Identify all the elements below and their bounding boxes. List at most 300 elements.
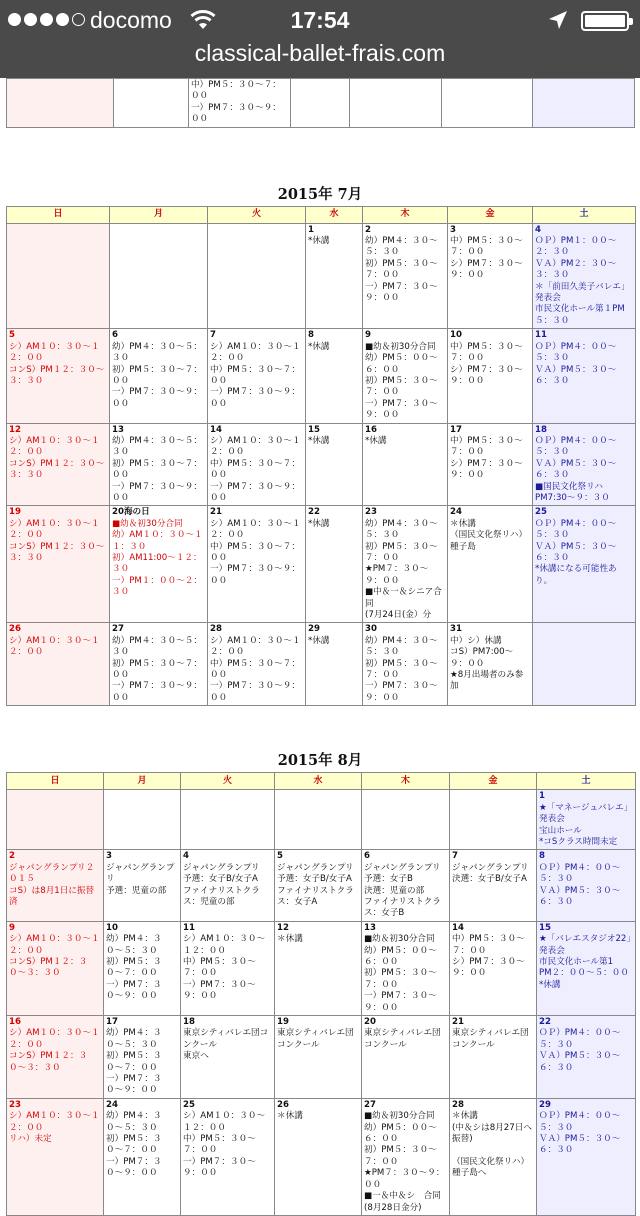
schedule-entry: (7月24日(金）分 xyxy=(365,610,432,621)
schedule-entry: *休講 xyxy=(308,341,330,352)
day-number: 1 xyxy=(308,224,314,235)
day-cell xyxy=(448,223,533,329)
day-number: 25 xyxy=(535,507,547,518)
schedule-entry: ★PM７：３０〜９：００ xyxy=(365,564,429,586)
day-number: 22 xyxy=(308,507,320,518)
day-cell xyxy=(181,1016,275,1099)
schedule-entry: 一）PM７：３０〜９：００ xyxy=(210,564,300,586)
schedule-entry: 一）PM７：３０〜９：００ xyxy=(112,387,202,409)
schedule-entry: *休講 xyxy=(365,435,387,446)
schedule-entry: ■中＆一＆シニア合同 xyxy=(365,587,442,609)
weekday-header: 日 xyxy=(7,206,110,223)
schedule-entry: 種子島 xyxy=(450,541,476,552)
day-cell xyxy=(110,423,208,506)
day-cell xyxy=(181,850,275,921)
day-number: 26 xyxy=(277,1099,289,1110)
schedule-entry: 幼）PM４：３０〜５：３０ xyxy=(112,435,202,458)
calendar-july xyxy=(6,206,636,707)
day-cell xyxy=(450,1098,537,1215)
day-number: 17 xyxy=(106,1017,118,1027)
month-title-august: 2015年 8月 xyxy=(277,752,363,770)
day-number: 31 xyxy=(450,624,462,635)
day-number: 16 xyxy=(365,424,377,435)
day-number: 18 xyxy=(535,424,547,435)
schedule-entry: 宝山ホール xyxy=(539,825,582,836)
schedule-entry: *休講 xyxy=(539,979,561,990)
schedule-entry: シ）AM１０：３０〜１２：００ xyxy=(210,341,301,364)
calendar-august xyxy=(6,772,636,1216)
schedule-entry: 東京シティバレエ団コンクール xyxy=(277,1028,354,1050)
schedule-entry: PM7:30〜９：３０ xyxy=(535,492,610,503)
schedule-entry: 初）PM５：３０〜７：００ xyxy=(112,458,202,481)
day-cell xyxy=(110,329,208,423)
day-number: 14 xyxy=(452,922,464,933)
day-cell xyxy=(306,223,363,329)
weekday-header: 土 xyxy=(533,206,636,223)
schedule-entry: 一）PM７：３０〜９：００ xyxy=(106,979,162,1002)
day-cell xyxy=(7,506,110,623)
schedule-entry: 市民文化ホール第１PM５：３０ xyxy=(535,304,625,326)
day-cell xyxy=(533,223,636,329)
schedule-entry: ■国民文化祭リハ xyxy=(535,481,604,492)
day-cell xyxy=(7,1098,104,1215)
schedule-entry: リハ）未定 xyxy=(9,1134,52,1145)
schedule-entry: 初）PM５：３０〜７：００ xyxy=(112,364,202,386)
day-cell xyxy=(7,921,104,1015)
day-cell xyxy=(104,1098,181,1215)
day-cell xyxy=(448,423,533,506)
day-cell xyxy=(7,850,104,921)
day-cell xyxy=(537,921,636,1015)
schedule-entry: ＶＡ）PM５：３０〜６：３０ xyxy=(539,885,621,907)
schedule-entry: 一）PM７：３０〜９：００ xyxy=(365,281,438,304)
schedule-entry: コンS）PM１２：３０〜３：３０ xyxy=(9,541,105,563)
schedule-entry: 幼）PM４：３０〜５：３０ xyxy=(365,635,438,658)
schedule-entry: シ）AM１０：３０〜１２：００ xyxy=(9,635,100,658)
schedule-entry: 初）PM５：３０〜７：００ xyxy=(365,541,438,563)
day-cell xyxy=(181,1098,275,1215)
month-title-july: 2015年 7月 xyxy=(277,185,363,203)
schedule-entry: 東京シティバレエ団コンクール xyxy=(452,1028,529,1050)
schedule-entry: 一）PM７：３０〜９：００ xyxy=(183,1156,256,1179)
schedule-entry: ■幼＆初30分合同 xyxy=(112,518,183,529)
day-number: 27 xyxy=(112,624,124,635)
day-number: 14 xyxy=(210,424,222,435)
page-content xyxy=(0,78,640,1216)
schedule-entry: 予選：女子B/女子A xyxy=(277,874,352,885)
day-number: 15 xyxy=(539,922,551,933)
schedule-entry: ＯＰ）PM４：００〜５：３０ xyxy=(535,435,617,458)
schedule-entry: 決選：女子B/女子A xyxy=(452,874,527,885)
schedule-entry: ★「バレエスタジオ22」発表会 xyxy=(539,934,631,956)
day-number: 28 xyxy=(210,624,222,635)
battery-icon xyxy=(581,11,629,31)
day-cell xyxy=(533,623,636,706)
schedule-entry: ファイナリストクラス：女子A xyxy=(277,885,354,907)
schedule-entry: シ）AM１０：３０〜１２：００ xyxy=(9,934,100,956)
schedule-entry: *休講 xyxy=(308,435,330,446)
schedule-entry: ＊休講 xyxy=(277,1111,303,1122)
schedule-entry: 一）PM７：３０〜９：００ xyxy=(190,102,281,125)
schedule-entry: 一）PM７：３０〜９：００ xyxy=(183,979,256,1002)
day-cell xyxy=(448,623,533,706)
day-cell xyxy=(537,1098,636,1215)
schedule-entry: 予選：女子B xyxy=(364,874,413,885)
schedule-entry: (中＆シは8月27日へ振替) xyxy=(452,1122,532,1145)
day-cell xyxy=(306,623,363,706)
day-number: 15 xyxy=(308,424,320,435)
schedule-entry: シ）AM１０：３０〜１２：００ xyxy=(9,1028,100,1050)
day-cell xyxy=(306,423,363,506)
week-row xyxy=(7,850,636,921)
schedule-entry: （国民文化祭リハ） xyxy=(450,530,528,541)
schedule-entry: ジャパングランプリ xyxy=(364,862,441,873)
day-cell xyxy=(7,623,110,706)
day-cell xyxy=(537,1016,636,1099)
schedule-entry: 幼）PM４：３０〜５：３０ xyxy=(112,341,202,364)
day-cell xyxy=(275,1098,362,1215)
schedule-entry: シ）AM１０：３０〜１２：００ xyxy=(183,1111,266,1133)
day-cell xyxy=(363,506,448,623)
day-number: 8 xyxy=(539,851,545,862)
weekday-header: 火 xyxy=(181,773,275,790)
schedule-entry: *コSクラス時間未定 xyxy=(539,836,618,847)
schedule-entry: コンS）PM１２：３０〜３：３０ xyxy=(9,956,88,979)
schedule-entry: ＯＰ）PM１：００〜２：３０ xyxy=(535,236,617,258)
day-number: 20海の日 xyxy=(112,507,150,518)
schedule-entry: コンS）PM１２：３０〜３：３０ xyxy=(9,364,105,386)
carrier-name: docomo xyxy=(90,7,172,33)
schedule-entry: 初）PM５：３０〜７：００ xyxy=(364,1145,437,1167)
day-number: 22 xyxy=(539,1017,551,1027)
day-cell xyxy=(533,79,635,128)
day-number: 11 xyxy=(183,922,195,933)
status-bar xyxy=(0,0,640,40)
schedule-entry: 幼）PM４：３０〜５：３０ xyxy=(106,1111,162,1133)
previous-month-table-tail xyxy=(6,78,635,128)
weekday-header: 月 xyxy=(110,206,208,223)
schedule-entry: 一）PM７：３０〜９：００ xyxy=(112,681,202,703)
day-cell xyxy=(362,1016,450,1099)
schedule-entry: ＯＰ）PM４：００〜５：３０ xyxy=(539,862,621,885)
schedule-entry: 一）PM７：３０〜９：００ xyxy=(112,481,202,503)
day-number: 19 xyxy=(277,1017,289,1027)
day-cell xyxy=(350,79,441,128)
schedule-entry: ■一＆中＆シ 合同 xyxy=(364,1191,441,1202)
day-cell xyxy=(7,790,104,850)
weekday-header-row xyxy=(7,773,636,790)
schedule-entry: 中）PM５：３０〜７：００ xyxy=(450,236,523,258)
day-cell xyxy=(533,506,636,623)
weekday-header: 日 xyxy=(7,773,104,790)
day-number: 28 xyxy=(452,1099,464,1110)
schedule-entry: 幼）PM４：３０〜５：３０ xyxy=(365,236,438,258)
day-number: 13 xyxy=(364,922,376,933)
day-cell xyxy=(363,623,448,706)
day-number: 3 xyxy=(106,851,112,862)
day-number: 18 xyxy=(183,1017,195,1027)
browser-chrome xyxy=(0,0,640,78)
day-number: 25 xyxy=(183,1099,195,1110)
schedule-entry: *休講 xyxy=(308,635,330,646)
weekday-header: 金 xyxy=(450,773,537,790)
day-number: 5 xyxy=(9,330,15,341)
schedule-entry: 初）AM11:00〜１２：３０ xyxy=(112,553,202,575)
week-row xyxy=(7,329,636,423)
schedule-entry: 初）PM５：３０〜７：００ xyxy=(106,956,162,979)
schedule-entry: ジャパングランプリ xyxy=(277,862,354,873)
week-row xyxy=(7,790,636,850)
schedule-entry: ★「マネージュバレエ」発表会 xyxy=(539,802,633,825)
schedule-entry: ＯＰ）PM４：００〜５：３０ xyxy=(539,1111,621,1133)
schedule-entry: ＶＡ）PM５：３０〜６：３０ xyxy=(539,1051,621,1073)
schedule-entry: シ）PM７：３０〜９：００ xyxy=(450,258,523,281)
schedule-entry: 東京シティバレエ団コンクール xyxy=(183,1028,269,1050)
day-cell xyxy=(208,423,306,506)
schedule-entry: ＯＰ）PM４：００〜５：３０ xyxy=(535,518,617,541)
schedule-entry: 中）PM５：３０〜７：００ xyxy=(183,956,256,979)
day-number: 1 xyxy=(539,791,545,802)
day-cell xyxy=(275,921,362,1015)
day-number: 2 xyxy=(9,851,15,862)
day-cell xyxy=(306,329,363,423)
day-cell xyxy=(7,223,110,329)
day-number: 8 xyxy=(308,330,314,341)
day-cell xyxy=(533,329,636,423)
schedule-entry: シ）PM７：３０〜９：００ xyxy=(450,364,523,386)
day-number: 29 xyxy=(539,1099,551,1110)
day-cell xyxy=(208,223,306,329)
day-number: 2 xyxy=(365,224,371,235)
schedule-entry: コンS）PM１２：３０〜３：３０ xyxy=(9,1051,88,1073)
day-cell xyxy=(537,850,636,921)
schedule-entry: 決選：児童の部 xyxy=(364,885,425,896)
schedule-entry: シ）PM７：３０〜９：００ xyxy=(450,458,523,481)
day-number: 12 xyxy=(277,922,289,933)
schedule-entry: ジャパングランプリ２０１５ xyxy=(9,862,95,885)
schedule-entry: ＊「前田久美子バレエ」発表会 xyxy=(535,281,630,304)
schedule-entry: 初）PM５：３０〜７：００ xyxy=(112,658,202,681)
schedule-entry: 一）PM７：３０〜９：００ xyxy=(106,1074,162,1096)
schedule-entry: 幼）PM４：３０〜５：３０ xyxy=(112,635,202,658)
schedule-entry: シ）AM１０：３０〜１２：００ xyxy=(9,518,100,541)
day-cell xyxy=(7,1016,104,1099)
schedule-entry: シ）AM１０：３０〜１２：００ xyxy=(9,341,100,364)
schedule-entry: *休講 xyxy=(308,236,330,247)
day-number: 27 xyxy=(364,1099,376,1110)
day-number: 4 xyxy=(183,851,189,862)
day-cell xyxy=(7,423,110,506)
day-number: 23 xyxy=(365,507,377,518)
day-number: 19 xyxy=(9,507,21,518)
day-cell xyxy=(110,506,208,623)
day-cell xyxy=(533,423,636,506)
day-cell xyxy=(362,921,450,1015)
week-row xyxy=(7,423,636,506)
status-time: 17:54 xyxy=(290,7,350,33)
week-row xyxy=(7,79,635,128)
schedule-entry: 東京シティバレエ団コンクール xyxy=(364,1028,441,1050)
day-number: 17 xyxy=(450,424,462,435)
day-cell xyxy=(441,79,532,128)
schedule-entry: ■幼＆初30分合同 xyxy=(364,934,435,945)
day-cell xyxy=(450,850,537,921)
day-cell xyxy=(362,850,450,921)
schedule-entry: ファイナリストクラス：児童の部 xyxy=(183,885,260,907)
day-number: 10 xyxy=(450,330,462,341)
week-row xyxy=(7,623,636,706)
schedule-entry: ジャパングランプリ xyxy=(452,862,529,873)
schedule-entry: ＶＡ）PM５：３０〜６：３０ xyxy=(535,364,617,386)
schedule-entry: *休講になる可能性あり。 xyxy=(535,564,617,586)
day-number: 30 xyxy=(365,624,377,635)
day-number: 9 xyxy=(9,922,15,933)
schedule-entry: シ）PM７：３０〜９：００ xyxy=(452,956,525,979)
day-cell xyxy=(275,790,362,850)
weekday-header: 木 xyxy=(363,206,448,223)
schedule-entry: ＶＡ）PM５：３０〜６：３０ xyxy=(535,541,617,563)
schedule-entry: 一）PM７：３０〜９：００ xyxy=(365,681,438,703)
day-cell xyxy=(104,1016,181,1099)
schedule-entry: シ）AM１０：３０〜１２：００ xyxy=(9,435,100,458)
day-number: 6 xyxy=(364,851,370,862)
schedule-entry: ＶＡ）PM５：３０〜６：３０ xyxy=(539,1134,621,1156)
day-cell xyxy=(363,329,448,423)
day-cell xyxy=(188,79,290,128)
weekday-header: 水 xyxy=(306,206,363,223)
day-cell xyxy=(450,921,537,1015)
schedule-entry: 初）PM５：３０〜７：００ xyxy=(365,258,438,281)
week-row xyxy=(7,223,636,329)
week-row xyxy=(7,921,636,1015)
schedule-entry: コンS）PM１２：３０〜３：３０ xyxy=(9,458,105,481)
day-number: 24 xyxy=(450,507,462,518)
week-row xyxy=(7,1016,636,1099)
day-cell xyxy=(448,329,533,423)
day-cell xyxy=(448,506,533,623)
schedule-entry: 一）PM７：３０〜９：００ xyxy=(210,387,300,409)
schedule-entry: PM２：００〜５：００ xyxy=(539,968,629,979)
day-cell xyxy=(104,790,181,850)
schedule-entry: 一）PM７：３０〜９：００ xyxy=(365,398,438,421)
day-number: 3 xyxy=(450,224,456,235)
schedule-entry: ＊休講 xyxy=(452,1111,478,1122)
day-cell xyxy=(306,506,363,623)
schedule-entry: 初）PM５：３０〜７：００ xyxy=(365,375,438,398)
schedule-entry: ジャパングランプリ xyxy=(106,862,175,885)
day-cell xyxy=(208,623,306,706)
schedule-entry: 幼）PM５：００〜６：００ xyxy=(364,1122,437,1145)
day-number: 6 xyxy=(112,330,118,341)
day-cell xyxy=(110,623,208,706)
schedule-entry: ＊休講 xyxy=(277,934,303,945)
schedule-entry: 一）PM７：３０〜９：００ xyxy=(210,681,300,703)
schedule-entry: シ）AM１０：３０〜１２：００ xyxy=(210,635,301,658)
day-cell xyxy=(290,79,349,128)
week-row xyxy=(7,1098,636,1215)
day-number: 5 xyxy=(277,851,283,862)
day-cell xyxy=(362,1098,450,1215)
schedule-entry: 初）PM５：３０〜７：００ xyxy=(106,1134,162,1156)
schedule-entry: (8月28日金分) xyxy=(364,1202,422,1213)
schedule-entry: ＶＡ）PM５：３０〜６：３０ xyxy=(535,458,617,481)
day-cell xyxy=(110,223,208,329)
schedule-entry: 幼）PM５：００〜６：００ xyxy=(365,353,438,375)
day-cell xyxy=(7,329,110,423)
day-cell xyxy=(363,423,448,506)
schedule-entry: ★8月出場者のみ参加 xyxy=(450,670,524,692)
day-number: 23 xyxy=(9,1099,21,1110)
weekday-header-row xyxy=(7,206,636,223)
day-number: 21 xyxy=(210,507,222,518)
day-number: 13 xyxy=(112,424,124,435)
schedule-entry: ＶＡ）PM２：３０〜３：３０ xyxy=(535,258,617,281)
schedule-entry: （国民文化祭リハ） xyxy=(452,1156,530,1167)
schedule-entry: シ）AM１０：３０〜１２：００ xyxy=(9,1111,100,1133)
day-number: 11 xyxy=(535,330,547,341)
weekday-header: 火 xyxy=(208,206,306,223)
schedule-entry: 中）PM５：３０〜７：００ xyxy=(183,1134,256,1156)
schedule-entry: ■幼＆初30分合同 xyxy=(364,1111,435,1122)
weekday-header: 土 xyxy=(537,773,636,790)
schedule-entry: ジャパングランプリ xyxy=(183,862,260,873)
day-cell xyxy=(275,1016,362,1099)
weekday-header: 月 xyxy=(104,773,181,790)
schedule-entry: コS）PM7:00〜９：００ xyxy=(450,647,514,669)
schedule-entry: ＯＰ）PM４：００〜５：３０ xyxy=(539,1028,621,1050)
schedule-entry: ＯＰ）PM４：００〜５：３０ xyxy=(535,341,617,364)
url-bar[interactable]: classical-ballet-frais.com xyxy=(194,40,446,66)
schedule-entry: 初）PM５：３０〜７：００ xyxy=(106,1051,162,1073)
schedule-entry: 中）PM５：３０〜７：００ xyxy=(452,934,525,956)
day-cell xyxy=(104,921,181,1015)
schedule-entry: 中）PM５：３０〜７：００ xyxy=(190,80,281,102)
schedule-entry: 一）PM７：３０〜９：００ xyxy=(210,481,300,503)
day-cell xyxy=(208,329,306,423)
schedule-entry: 中）PM５：３０〜７：００ xyxy=(450,435,523,458)
schedule-entry: 中）PM５：３０〜７：００ xyxy=(450,341,523,364)
schedule-entry: 幼）PM４：３０〜５：３０ xyxy=(106,1028,162,1050)
day-cell xyxy=(362,790,450,850)
day-number: 10 xyxy=(106,922,118,933)
day-number: 16 xyxy=(9,1017,21,1027)
schedule-entry: 中）シ）休講 xyxy=(450,635,502,646)
day-cell xyxy=(537,790,636,850)
schedule-entry: ★PM７：３０〜９：００ xyxy=(364,1168,445,1190)
day-cell xyxy=(104,850,181,921)
day-cell xyxy=(181,921,275,1015)
day-number: 12 xyxy=(9,424,21,435)
schedule-entry: 一）PM７：３０〜９：００ xyxy=(364,991,437,1013)
schedule-entry: 予選：女子B/女子A xyxy=(183,874,258,885)
schedule-entry: 幼）PM４：３０〜５：３０ xyxy=(106,934,162,956)
schedule-entry: 種子島へ xyxy=(452,1168,487,1179)
schedule-entry: 初）PM５：３０〜７：００ xyxy=(364,968,437,990)
schedule-entry: 幼）AM１０：３０〜１１：３０ xyxy=(112,530,203,552)
schedule-entry: 中）PM５：３０〜７：００ xyxy=(210,541,300,563)
schedule-entry: 予選：児童の部 xyxy=(106,885,167,896)
day-cell xyxy=(7,79,114,128)
schedule-entry: 東京へ xyxy=(183,1051,209,1062)
day-number: 20 xyxy=(364,1017,376,1027)
schedule-entry: ■幼＆初30分合同 xyxy=(365,341,436,352)
schedule-entry: シ）AM１０：３０〜１２：００ xyxy=(210,518,301,541)
day-number: 9 xyxy=(365,330,371,341)
location-arrow-icon xyxy=(548,10,568,30)
day-cell xyxy=(450,790,537,850)
schedule-entry: 一）PM１：００〜２：３０ xyxy=(112,575,202,598)
week-row xyxy=(7,506,636,623)
